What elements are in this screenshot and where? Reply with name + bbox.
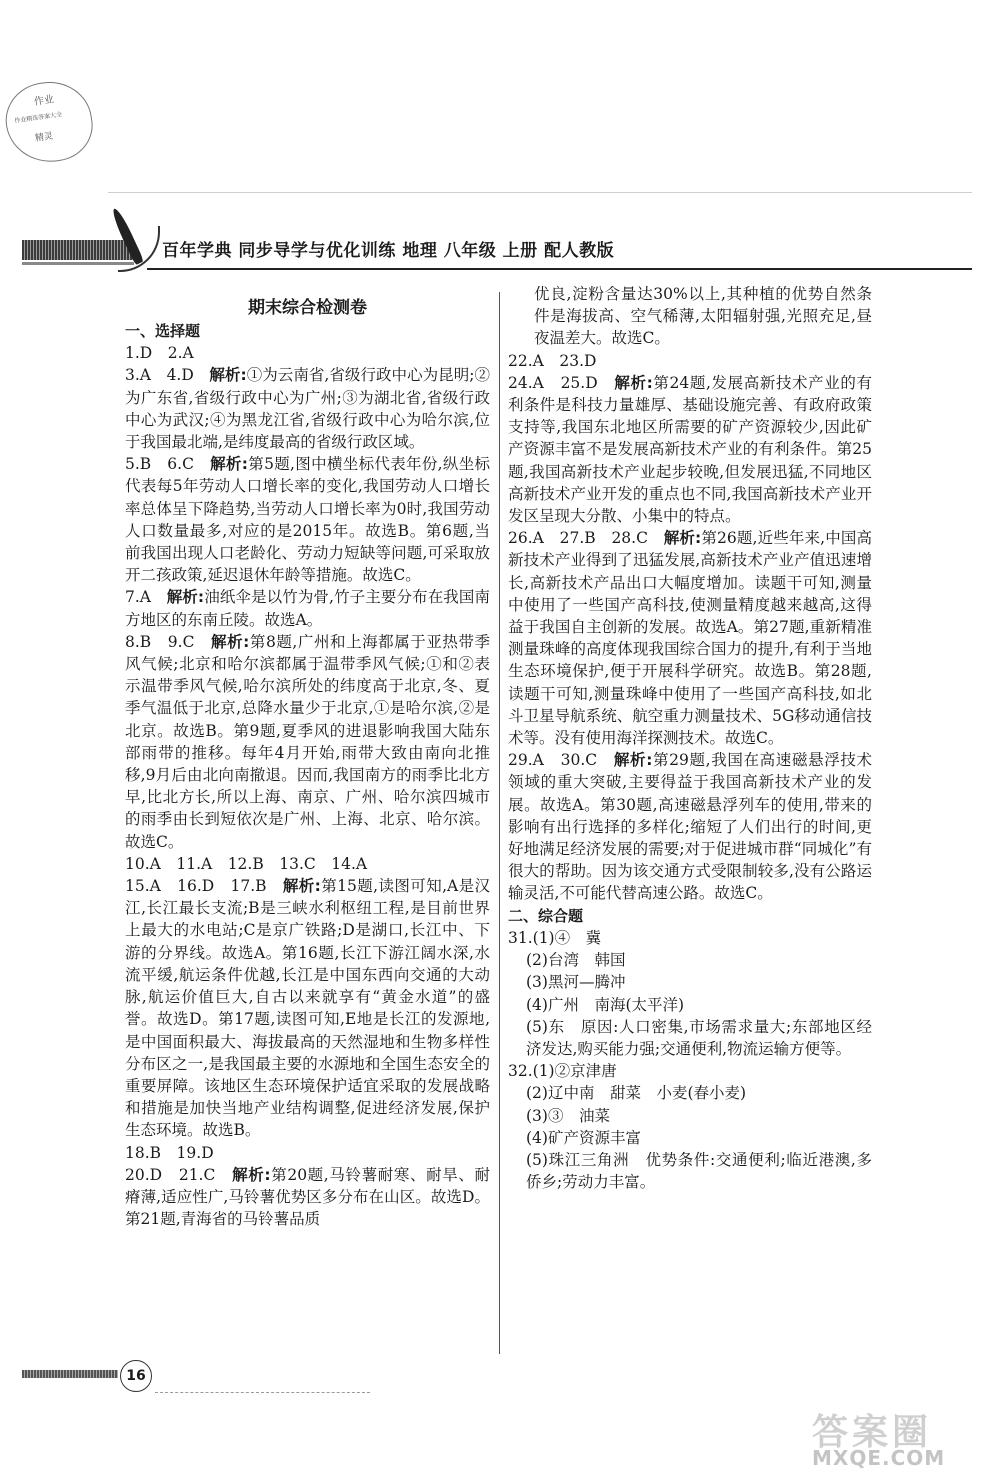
- answer-numbers: 8.B 9.C: [125, 632, 212, 651]
- left-answer-item: [125, 853, 490, 875]
- answer-numbers: 20.D 21.C: [125, 1165, 233, 1184]
- analysis-label: 解析:: [613, 751, 653, 770]
- answer-numbers: 24.A 25.D: [508, 373, 615, 392]
- answer-numbers: 22.A 23.D: [508, 351, 597, 370]
- answer-numbers: 1.D 2.A: [125, 344, 194, 363]
- left-column: [125, 296, 490, 1230]
- left-answer-item: [125, 1142, 490, 1164]
- answer-numbers: 29.A 30.C: [508, 751, 614, 770]
- column-divider: [499, 292, 500, 1354]
- q31-sub-answer: (5)东 原因:人口密集,市场需求量大;东部地区经济发达,购买能力强;交通便利,物流运输方便等。: [526, 1017, 872, 1058]
- answer-numbers: 7.A: [125, 588, 167, 607]
- right-answer-item: [508, 372, 872, 527]
- analysis-text: 第24题,发展高新技术产业的有利条件是科技力量雄厚、基础设施完善、有政府政策支持等,我国东北地区所需要的矿产资源较少,因此矿产资源丰富不是发展高新技术产业的有利条件。第25题,我国高新技术产业起步较晚,但发展迅猛,不同地区高新技术产业开发的重点也不同,我国高新技术产业开发区呈现大分散、小集中的特点。: [508, 373, 873, 526]
- analysis-label: 解析:: [166, 588, 205, 607]
- q32-sub-answer: (3)③ 油菜: [526, 1106, 610, 1125]
- top-rule: [108, 192, 972, 193]
- analysis-label: 解析:: [232, 1165, 271, 1184]
- answer-numbers: 26.A 27.B 28.C: [508, 529, 664, 548]
- analysis-label: 解析:: [282, 877, 321, 896]
- header-rule: [147, 268, 972, 270]
- analysis-label: 解析:: [663, 529, 702, 548]
- footer-dashed-rule: [155, 1392, 370, 1393]
- q32-head: 32.(1)②京津唐: [508, 1062, 617, 1081]
- analysis-text: 第15题,读图可知,A是汉江,长江最长支流;B是三峡水利枢纽工程,是目前世界上最大的水电站;C是京广铁路;D是湖口,长江中、下游的分界线。故选A。第16题,长江下游江阔水深,水流平缓,航运条件优越,长江是中国东西向交通的大动脉,航运价值巨大,自古以来就享有“黄金水道”的盛誉。故选D。第17题,读图可知,E地是长江的发源地,是中国面积最大、海拔最高的天然湿地和生物多样性分布区之一,是我国最主要的水源地和全国生态安全的重要屏障。该地区生态环境保护适宜采取的发展战略和措施是加快当地产业结构调整,促进经济发展,保护生态环境。故选B。: [125, 877, 490, 1140]
- q31-head: 31.(1)④ 冀: [508, 928, 602, 947]
- answer-numbers: 3.A 4.D: [125, 366, 210, 385]
- stamp-line-3: 精灵: [34, 131, 54, 145]
- analysis-text: 第26题,近些年来,中国高新技术产业得到了迅猛发展,高新技术产业产值迅速增长,高新技术产品出口大幅度增加。读题干可知,测量中使用了一些国产高科技,使测量精度越来越高,这得益于我国自主创新的发展。故选A。第27题,重新精准测量珠峰的高度体现我国综合国力的提升,有利于当地生态环境保护,便于开展科学研究。故选B。第28题,读题干可知,测量珠峰中使用了一些国产高科技,如北斗卫星导航系统、航空重力测量技术、5G移动通信技术等。没有使用海洋探测技术。故选C。: [508, 529, 872, 748]
- answer-numbers: 18.B 19.D: [125, 1143, 214, 1162]
- corner-stamp: [1, 76, 97, 167]
- stamp-line-2: 作业精选答案大全: [14, 111, 63, 125]
- left-answer-item: [125, 342, 490, 364]
- left-answer-list: [125, 342, 490, 1230]
- analysis-label: 解析:: [614, 373, 653, 392]
- analysis-label: 解析:: [210, 455, 248, 474]
- analysis-text: 第20题,马铃薯耐寒、耐旱、耐瘠薄,适应性广,马铃薯优势区多分布在山区。故选D。第21题,青海省的马铃薯品质: [125, 1165, 491, 1229]
- q31-lines: [508, 949, 872, 1060]
- answer-continuation: 优良,淀粉含量达30%以上,其种植的优势自然条件是海拔高、空气稀薄,太阳辐射强,光照充足,昼夜温差大。故选C。: [534, 285, 872, 348]
- watermark-logo: 答案圈: [812, 1412, 933, 1453]
- analysis-label: 解析:: [211, 632, 250, 651]
- right-answer-item: [508, 749, 872, 904]
- section-comprehensive-heading: 二、综合题: [508, 906, 584, 925]
- exam-title: 期末综合检测卷: [248, 298, 367, 318]
- left-answer-item: [125, 1164, 490, 1231]
- right-answer-item: [508, 350, 872, 372]
- analysis-text: ①为云南省,省级行政中心为昆明;②为广东省,省级行政中心为广州;③为湖北省,省级行政中心为武汉;④为黑龙江省,省级行政中心为哈尔滨,位于我国最北端,是纬度最高的省级行政区域。: [125, 366, 490, 452]
- analysis-label: 解析:: [209, 366, 247, 385]
- right-column: [508, 283, 872, 1193]
- q32-sub-answer: (2)辽中南 甜菜 小麦(春小麦): [526, 1084, 747, 1103]
- left-answer-item: [125, 364, 490, 453]
- q31-sub-answer: (2)台湾 韩国: [526, 951, 626, 970]
- q32-lines: [508, 1082, 872, 1193]
- footer-bar-decoration: [22, 1370, 118, 1378]
- analysis-text: 第29题,我国在高速磁悬浮技术领域的重大突破,主要得益于我国高新技术产业的发展。故选A。第30题,高速磁悬浮列车的使用,带来的影响有出行选择的多样化;缩短了人们出行的时间,更好地满足经济发展的需要;对于促进城市群“同城化”有很大的帮助。因为该交通方式受限制较多,没有公路运输灵活,不可能代替高速公路。故选C。: [508, 751, 873, 903]
- answer-numbers: 5.B 6.C: [125, 455, 211, 474]
- answer-numbers: 10.A 11.A 12.B 13.C 14.A: [125, 854, 368, 873]
- page-number: 16: [120, 1360, 152, 1392]
- left-answer-item: [125, 875, 490, 1141]
- watermark-url: MXQE.COM: [812, 1446, 946, 1470]
- q32-sub-answer: (4)矿产资源丰富: [526, 1128, 641, 1147]
- q31-sub-answer: (3)黑河—腾冲: [526, 973, 626, 992]
- q31-sub-answer: (4)广州 南海(太平洋): [526, 995, 685, 1014]
- left-answer-item: [125, 453, 490, 586]
- analysis-text: 第8题,广州和上海都属于亚热带季风气候;北京和哈尔滨都属于温带季风气候;①和②表示温带季风气候,哈尔滨所处的纬度高于北京,冬、夏季气温低于北京,总降水量少于北京,①是哈尔滨,②是北京。故选B。第9题,夏季风的进退影响我国大陆东部雨带的推移。每年4月开始,雨带大致由南向北推移,9月后由北向南撤退。因而,我国南方的雨季比北方早,比北方长,所以上海、南京、广州、哈尔滨四城市的雨季由长到短依次是广州、上海、北京、哈尔滨。故选C。: [125, 632, 491, 851]
- analysis-text: 第5题,图中横坐标代表年份,纵坐标代表每5年劳动人口增长率的变化,我国劳动人口增长率总体呈下降趋势,当劳动人口增长率为0时,我国劳动人口数量最多,对应的是2015年。故选B。第6题,当前我国出现人口老龄化、劳动力短缺等问题,可采取放开二孩政策,延迟退休年龄等措施。故选C。: [125, 455, 491, 585]
- left-answer-item: [125, 586, 490, 630]
- q32-sub-answer: (5)珠江三角洲 优势条件:交通便利;临近港澳,多侨乡;劳动力丰富。: [526, 1150, 872, 1192]
- header-arc-decoration: [118, 226, 160, 272]
- header-title: 百年学典 同步导学与优化训练 地理 八年级 上册 配人教版: [162, 241, 615, 261]
- page-header: [22, 222, 972, 274]
- answer-numbers: 15.A 16.D 17.B: [125, 877, 283, 896]
- analysis-text: 油纸伞是以竹为骨,竹子主要分布在我国南方地区的东南丘陵。故选A。: [125, 588, 490, 629]
- stamp-line-1: 作业: [33, 94, 55, 108]
- section-choice-heading: 一、选择题: [125, 322, 201, 340]
- right-answer-item: [508, 527, 872, 749]
- right-answer-list: [508, 350, 872, 905]
- left-answer-item: [125, 631, 490, 853]
